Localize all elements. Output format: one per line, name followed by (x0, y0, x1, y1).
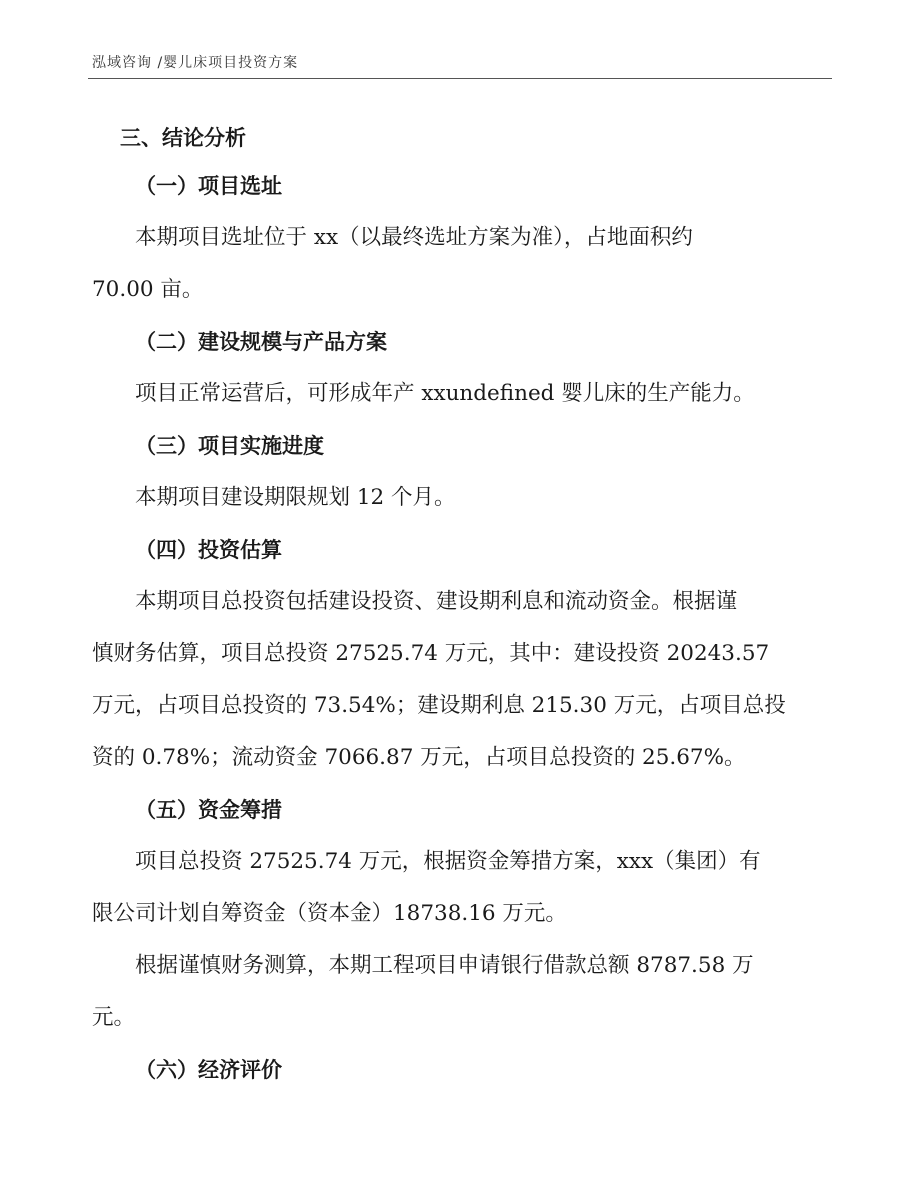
site-text-line-1: 本期项目选址位于 xx（以最终选址方案为准），占地面积约 (135, 225, 693, 250)
page-header: 泓域咨询 /婴儿床项目投资方案 (92, 55, 299, 71)
investment-text-line-1: 本期项目总投资包括建设投资、建设期利息和流动资金。根据谨 (135, 589, 738, 614)
funding-p2-line-1: 根据谨慎财务测算，本期工程项目申请银行借款总额 8787.58 万 (135, 953, 754, 978)
investment-text-line-4: 资的 0.78%；流动资金 7066.87 万元，占项目总投资的 25.67%。 (92, 745, 746, 770)
funding-p1-line-2: 限公司计划自筹资金（资本金）18738.16 万元。 (92, 901, 567, 926)
site-text-line-2: 70.00 亩。 (92, 277, 204, 302)
heading-investment: （四）投资估算 (135, 538, 282, 562)
section-title: 三、结论分析 (120, 126, 246, 150)
investment-text-line-2: 慎财务估算，项目总投资 27525.74 万元，其中：建设投资 20243.57 (92, 641, 770, 666)
funding-p1-line-1: 项目总投资 27525.74 万元，根据资金筹措方案，xxx（集团）有 (135, 849, 761, 874)
header-divider (88, 78, 832, 79)
funding-p2-line-2: 元。 (92, 1005, 136, 1030)
schedule-text-line-1: 本期项目建设期限规划 12 个月。 (135, 485, 456, 510)
heading-evaluation: （六）经济评价 (135, 1058, 282, 1082)
heading-site-selection: （一）项目选址 (135, 174, 282, 198)
heading-scale: （二）建设规模与产品方案 (135, 330, 387, 354)
heading-schedule: （三）项目实施进度 (135, 434, 324, 458)
heading-funding: （五）资金筹措 (135, 798, 282, 822)
scale-text-line-1: 项目正常运营后，可形成年产 xxundefined 婴儿床的生产能力。 (135, 381, 755, 406)
investment-text-line-3: 万元，占项目总投资的 73.54%；建设期利息 215.30 万元，占项目总投 (92, 693, 786, 718)
